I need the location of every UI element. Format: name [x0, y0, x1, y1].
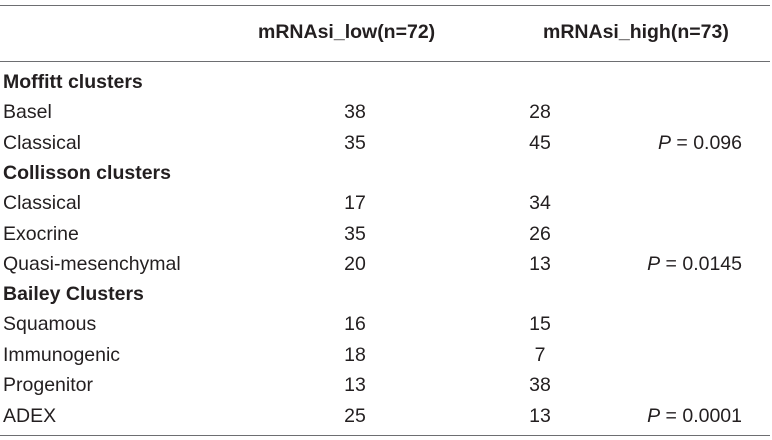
- p-value-text: = 0.0001: [665, 405, 742, 427]
- value-high: 15: [529, 313, 551, 335]
- section-title-collisson: Collisson clusters: [3, 162, 171, 184]
- table-top-rule: [0, 5, 770, 6]
- value-high: 13: [529, 405, 551, 427]
- row-label: Immunogenic: [3, 344, 121, 366]
- row-label: Squamous: [3, 313, 97, 335]
- row-label: Basel: [3, 101, 52, 123]
- row-label: ADEX: [3, 405, 57, 427]
- value-high: 28: [529, 101, 551, 123]
- value-high: 26: [529, 223, 551, 245]
- p-symbol: P: [647, 405, 661, 427]
- value-low: 13: [344, 374, 366, 396]
- p-value-collisson: [647, 252, 742, 276]
- row-label: Quasi-mesenchymal: [3, 253, 181, 275]
- value-low: 35: [344, 132, 366, 154]
- p-value-bailey: [647, 404, 742, 428]
- section-title-moffitt: Moffitt clusters: [3, 71, 143, 93]
- table-header-rule: [0, 61, 770, 62]
- p-symbol: P: [647, 253, 661, 275]
- p-symbol: P: [657, 132, 671, 154]
- column-header-mrnasi-low: mRNAsi_low(n=72): [258, 21, 436, 43]
- p-value-text: = 0.096: [676, 132, 742, 154]
- value-high: 7: [534, 344, 546, 366]
- row-label: Classical: [3, 192, 82, 214]
- value-low: 18: [344, 344, 366, 366]
- value-low: 35: [344, 223, 366, 245]
- p-value-text: = 0.0145: [665, 253, 742, 275]
- value-high: 45: [529, 132, 551, 154]
- value-high: 34: [529, 192, 551, 214]
- column-header-mrnasi-high: mRNAsi_high(n=73): [543, 21, 729, 43]
- value-high: 13: [529, 253, 551, 275]
- value-low: 25: [344, 405, 366, 427]
- row-label: Exocrine: [3, 223, 79, 245]
- table-bottom-rule: [0, 435, 770, 436]
- section-title-bailey: Bailey Clusters: [3, 283, 144, 305]
- value-high: 38: [529, 374, 551, 396]
- value-low: 38: [344, 101, 366, 123]
- row-label: Classical: [3, 132, 82, 154]
- value-low: 20: [344, 253, 366, 275]
- p-value-moffitt: [658, 131, 742, 155]
- row-label: Progenitor: [3, 374, 93, 396]
- value-low: 17: [344, 192, 366, 214]
- value-low: 16: [344, 313, 366, 335]
